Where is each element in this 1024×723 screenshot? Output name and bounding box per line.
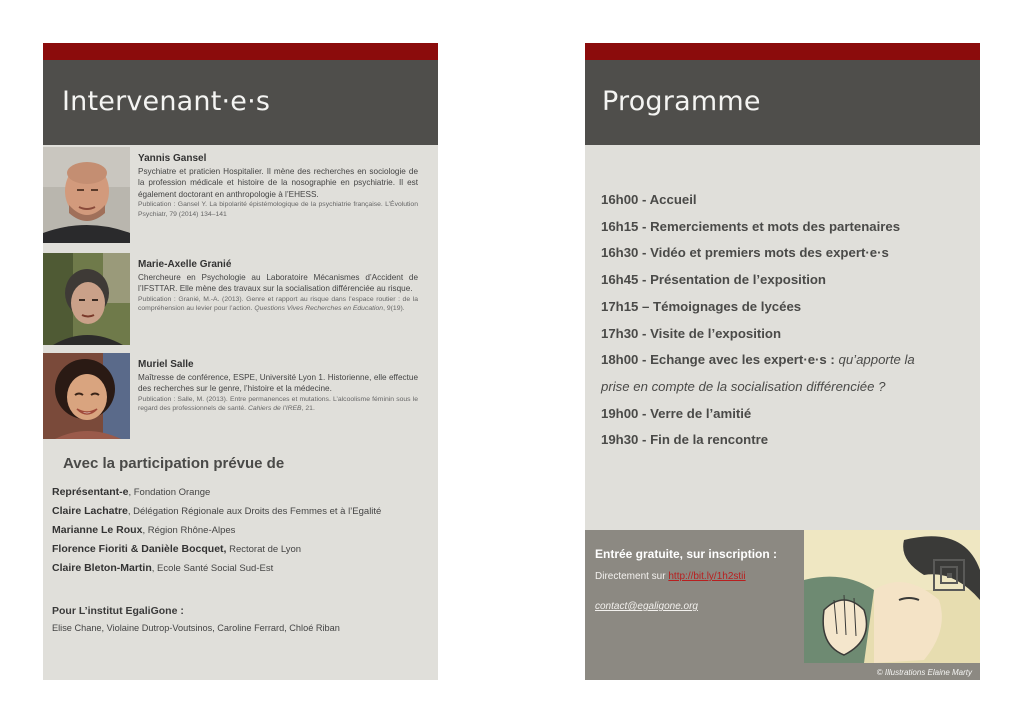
speaker-card <box>43 147 438 243</box>
participation-title: Avec la participation prévue de <box>63 455 285 472</box>
speakers-title: Intervenant·e·s <box>62 86 271 117</box>
institute-title: Pour L’institut EgaliGone : <box>52 605 184 617</box>
registration-title: Entrée gratuite, sur inscription : <box>595 547 778 561</box>
participant-row: Florence Fioriti & Danièle Bocquet, Rectorat de Lyon <box>52 543 302 555</box>
institute-members: Elise Chane, Violaine Dutrop-Voutsinos, Caroline Ferrard, Chloé Riban <box>52 623 340 633</box>
programme-panel <box>585 43 980 680</box>
participant-row: Représentant-e, Fondation Orange <box>52 486 211 498</box>
registration-line: Directement sur http://bit.ly/1h2stii <box>595 571 746 582</box>
programme-item: 17h30 - Visite de l’exposition <box>601 325 782 341</box>
speaker-publication: Publication : Granié, M.-A. (2013). Genre et rapport au risque dans l’espace routier : de la compréhension au levier pour l’action. Questions Vives Recherches en Education, 9(19). <box>138 295 418 312</box>
illustration-credit: © Illustrations Elaine Marty <box>876 668 972 677</box>
programme-item: 16h45 - Présentation de l’exposition <box>601 272 826 288</box>
accent-bar <box>43 43 438 60</box>
programme-title: Programme <box>602 86 761 117</box>
speaker-description: Psychiatre et praticien Hospitalier. Il mène des recherches en sociologie de la profession médicale et histoire de la nosographie en psychiatrie. Il est également doctorant en anthropologie à l’EHESS. <box>138 166 418 199</box>
programme-item: 18h00 - Echange avec les expert·e·s : qu’apporte la <box>601 352 915 368</box>
speaker-card <box>43 353 438 439</box>
programme-item: 17h15 – Témoignages de lycées <box>601 298 802 314</box>
programme-list <box>601 187 971 454</box>
accent-bar <box>585 43 980 60</box>
speaker-card <box>43 253 438 345</box>
programme-item: 19h00 - Verre de l’amitié <box>601 405 752 421</box>
programme-question-continued: prise en compte de la socialisation différenciée ? <box>601 378 886 394</box>
participant-row: Marianne Le Roux, Région Rhône-Alpes <box>52 524 236 536</box>
speakers-panel <box>43 43 438 680</box>
programme-item: 19h30 - Fin de la rencontre <box>601 432 769 448</box>
programme-item: 16h00 - Accueil <box>601 192 697 207</box>
speaker-name: Muriel Salle <box>138 359 194 370</box>
registration-link[interactable]: http://bit.ly/1h2stii <box>668 571 746 582</box>
programme-item: 16h15 - Remerciements et mots des partenaires <box>601 218 901 234</box>
speakers-header <box>43 60 438 145</box>
illustration-image <box>804 530 980 663</box>
speaker-description: Chercheure en Psychologie au Laboratoire Mécanismes d’Accident de l’IFSTTAR. Elle mène des travaux sur la socialisation différenciée au risque. <box>138 272 418 293</box>
programme-question: qu’apporte la <box>834 352 915 368</box>
speaker-name: Marie-Axelle Granié <box>138 259 232 270</box>
registration-footer <box>585 530 980 680</box>
speaker-publication: Publication : Salle, M. (2013). Entre permanences et mutations. L’alcoolisme féminin sous le regard des professionnels de santé. Cahiers de l’IREB, 21. <box>138 395 418 412</box>
participant-row: Claire Bleton-Martin, Ecole Santé Social Sud-Est <box>52 562 274 574</box>
speaker-name: Yannis Gansel <box>138 153 207 164</box>
speaker-photo <box>43 147 130 243</box>
speaker-photo <box>43 253 130 345</box>
speaker-photo <box>43 353 130 439</box>
speaker-description: Maîtresse de conférence, ESPE, Université Lyon 1. Historienne, elle effectue des recherches sur le genre, l’histoire et la médecine. <box>138 372 418 393</box>
speaker-publication: Publication : Gansel Y. La bipolarité épistémologique de la psychiatrie française. L’Évolution Psychiatr, 79 (2014) 134–141 <box>138 201 418 218</box>
programme-item: 16h30 - Vidéo et premiers mots des expert·e·s <box>601 245 889 261</box>
participants-list <box>52 483 432 578</box>
participant-row: Claire Lachatre, Délégation Régionale aux Droits des Femmes et à l’Egalité <box>52 505 382 517</box>
contact-email-link[interactable]: contact@egaligone.org <box>595 601 698 612</box>
programme-header <box>585 60 980 145</box>
